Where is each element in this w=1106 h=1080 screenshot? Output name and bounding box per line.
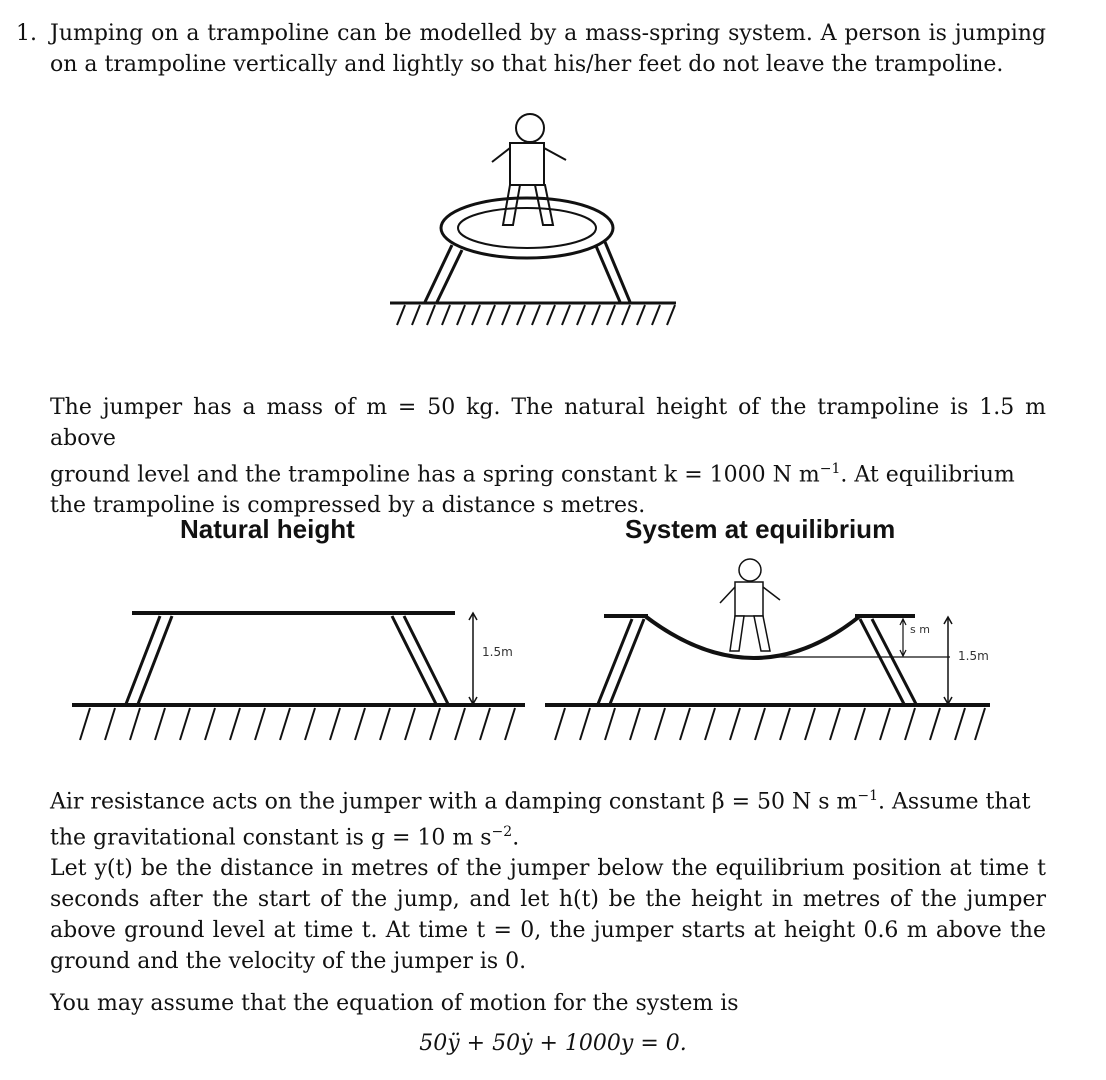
assumption-paragraph: You may assume that the equation of motion for the system is <box>50 991 739 1016</box>
parameters-paragraph: The jumper has a mass of m = 50 kg. The natural height of the trampoline is 1.5 m above ground level and the trampoline has a spring constant k = 1000 N $m^{-1}$. At equilibrium the trampoline is compressed by a distance s metres. <box>50 395 1046 519</box>
equation-of-motion: 50ÿ + 50ẏ + 1000y = 0. <box>419 1031 687 1056</box>
definitions-paragraph: Let y(t) be the distance in metres of the jumper below the equilibrium position at time t seconds after the start of the jump, and let h(t) be the height in metres of the jumper above ground level at time t. At time t = 0, the jumper starts at height 0.6 m above the ground and the velocity of the jumper is 0. <box>50 856 1046 974</box>
ground-hatch-top <box>390 303 676 325</box>
height-label-left: 1.5m <box>482 645 513 659</box>
ground-hatch-right <box>555 708 985 740</box>
intro-paragraph: Jumping on a trampoline can be modelled by a mass-spring system. A person is jumping on a trampoline vertically and lightly so that his/her feet do not leave the trampoline. <box>50 21 1046 77</box>
equilibrium-caption: System at equilibrium <box>625 514 896 544</box>
air-resistance-paragraph: Air resistance acts on the jumper with a damping constant β = 50 N s $m^{-1}$. Assume that the gravitational constant is g = 10 m $s^{-2}$. <box>50 788 1031 851</box>
natural-height-caption: Natural height <box>180 514 355 544</box>
trampoline-bed <box>425 198 630 302</box>
ground-hatch-left <box>80 708 515 740</box>
small-jumper-figure <box>720 559 780 651</box>
question-number: 1. <box>16 21 37 46</box>
height-label-right: 1.5m <box>958 649 989 663</box>
natural-height-diagram <box>72 613 525 705</box>
compression-label: s m <box>910 623 930 636</box>
